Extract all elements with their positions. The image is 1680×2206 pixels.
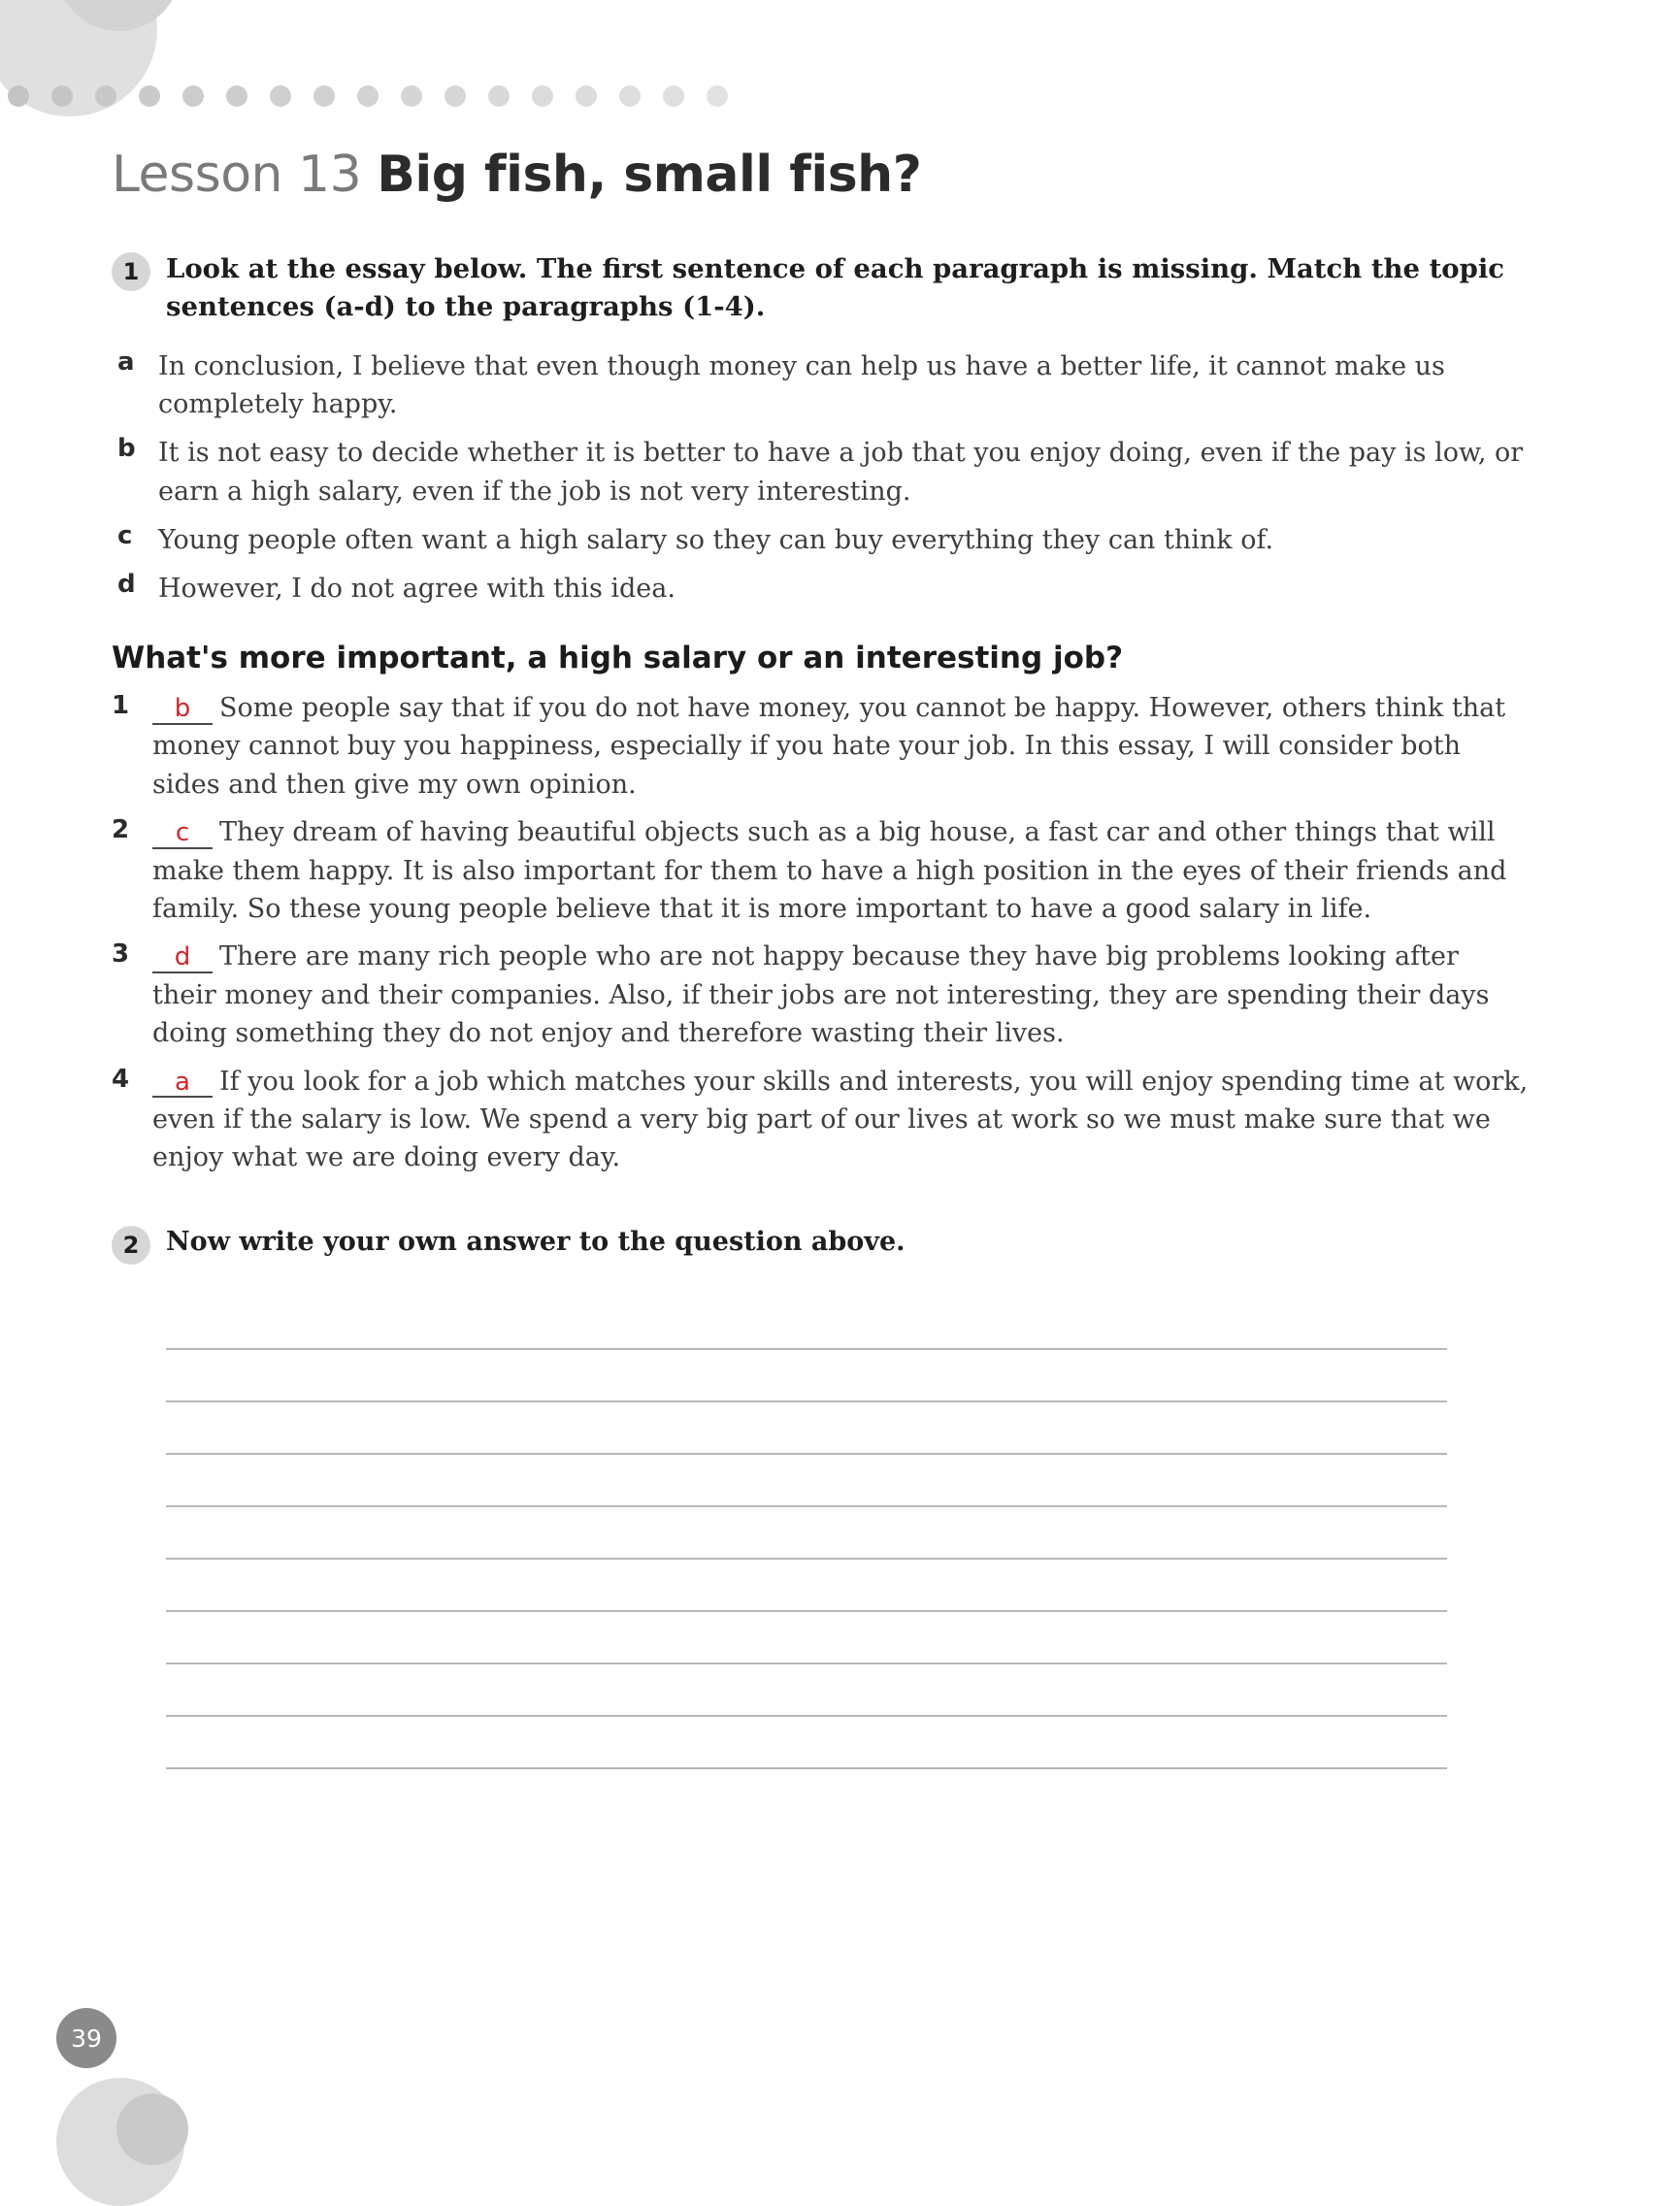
option-letter: a [117,347,135,378]
paragraph-text: They dream of having beautiful objects such as a big house, a fast car and other things that will make them happy. It is also important for them to have a high position in the eyes of their friends and family. So these young people believe that it is more important to have a good salary in life. [152,817,1507,924]
decorative-circle-bottom-small [116,2093,188,2165]
option-letter: c [117,520,133,550]
decorative-dot [313,85,335,107]
decorative-dot [95,85,116,107]
writing-line[interactable] [166,1402,1447,1455]
paragraph-text: If you look for a job which matches your skills and interests, you will enjoy spending time at work, even if the salary is low. We spend a very big part of our lives at work so we must make sure that we enjoy what we are doing every day. [152,1066,1529,1173]
decorative-dot [51,85,73,107]
option-letter: b [117,434,136,464]
writing-line[interactable] [166,1717,1447,1769]
exercise-2-instruction: Now write your own answer to the question above. [166,1226,906,1257]
decorative-dot [226,85,247,107]
exercise-2-header [112,1224,1567,1265]
paragraph-body [152,813,1531,928]
option-text: Young people often want a high salary so they can buy everything they can think of. [158,524,1274,555]
exercise-1-header [112,250,1567,326]
paragraph-text: Some people say that if you do not have money, you cannot be happy. However, others think that money cannot buy you happiness, especially if you hate your job. In this essay, I will consider both sides and then give my own opinion. [152,692,1506,800]
essay-paragraph [112,938,1567,1052]
essay-paragraph [112,813,1567,928]
paragraph-body [152,938,1531,1052]
writing-line[interactable] [166,1664,1447,1717]
answer-blank[interactable]: a [152,1069,213,1099]
decorative-dot [357,85,379,107]
page-content [112,146,1567,1769]
topic-sentence-list [112,347,1567,608]
answer-blank[interactable]: c [152,819,213,849]
writing-line[interactable] [166,1612,1447,1664]
lesson-title-text: Big fish, small fish? [377,146,922,204]
list-item [112,570,1567,608]
paragraph-number: 1 [112,690,130,720]
paragraph-number: 2 [112,815,130,845]
decorative-dot [488,85,510,107]
writing-line[interactable] [166,1298,1447,1350]
paragraph-text: There are many rich people who are not happy because they have big problems looking after their money and their companies. Also, if their jobs are not interesting, they are spending their days doing something they do not enjoy and therefore wasting their lives. [152,941,1490,1049]
writing-line[interactable] [166,1507,1447,1560]
exercise-2-number-badge: 2 [112,1226,150,1265]
list-item [112,347,1567,423]
option-text: However, I do not agree with this idea. [158,573,675,604]
writing-line[interactable] [166,1350,1447,1402]
decorative-dot [532,85,553,107]
paragraph-body [152,1063,1531,1177]
writing-line[interactable] [166,1560,1447,1612]
decorative-dot [8,85,29,107]
essay-paragraph [112,689,1567,804]
page-title [112,146,1567,204]
decorative-dot-row [8,85,728,107]
option-letter: d [117,569,136,599]
page-number: 39 [56,2008,116,2068]
option-text: It is not easy to decide whether it is better to have a job that you enjoy doing, even if the pay is low, or earn a high salary, even if the job is not very interesting. [158,438,1524,507]
answer-writing-area[interactable] [166,1298,1447,1769]
decorative-dot [619,85,641,107]
lesson-label: Lesson 13 [112,146,362,204]
decorative-dot [270,85,291,107]
decorative-dot [139,85,160,107]
essay-title: What's more important, a high salary or an interesting job? [112,640,1124,675]
answer-blank[interactable]: d [152,943,213,973]
essay-paragraph [112,1063,1567,1177]
paragraph-number: 4 [112,1064,130,1094]
answer-blank[interactable]: b [152,695,213,725]
list-item [112,434,1567,510]
decorative-dot [401,85,422,107]
writing-line[interactable] [166,1455,1447,1507]
decorative-dot [576,85,597,107]
decorative-dot [663,85,684,107]
exercise-1-number-badge: 1 [112,252,150,291]
exercise-1-instruction: Look at the essay below. The first sentence of each paragraph is missing. Match the topic sentences (a-d) to the paragraphs (1-4). [166,253,1505,323]
decorative-dot [445,85,466,107]
decorative-dot [707,85,728,107]
paragraph-body [152,689,1531,804]
option-text: In conclusion, I believe that even though money can help us have a better life, it cannot make us completely happy. [158,351,1445,420]
paragraph-number: 3 [112,939,130,970]
decorative-dot [182,85,204,107]
list-item [112,521,1567,559]
